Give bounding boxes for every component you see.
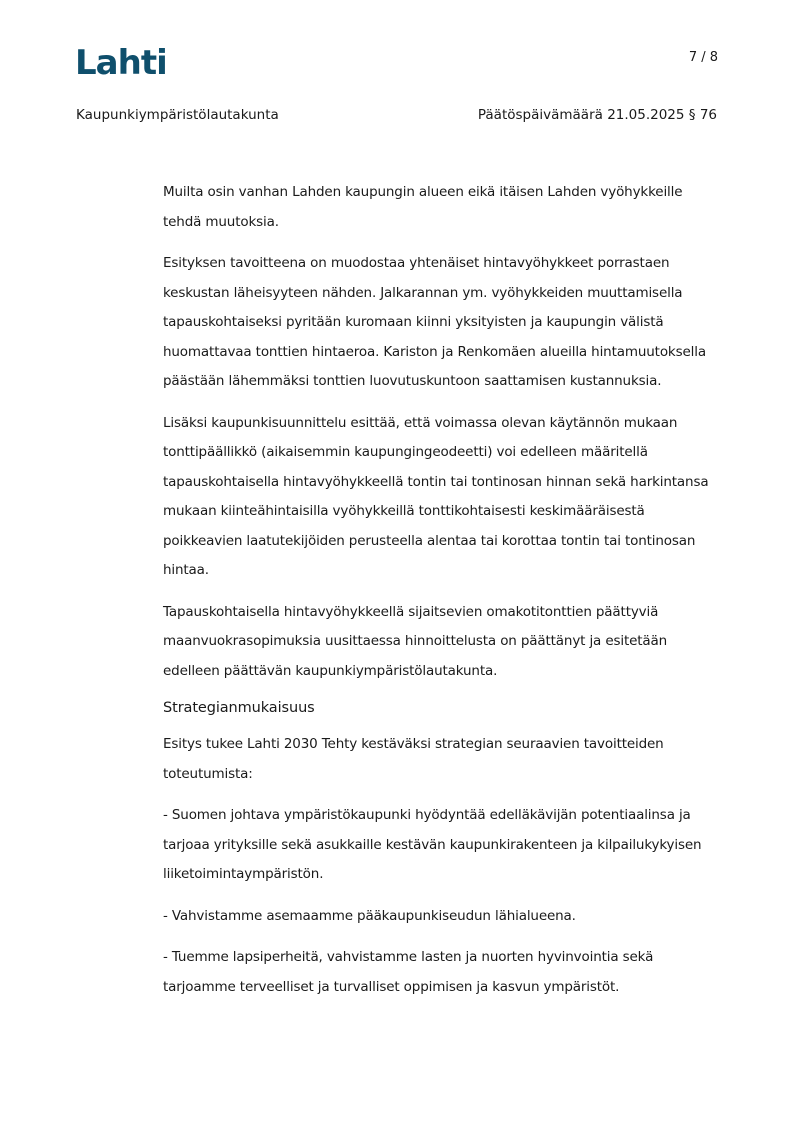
bullet-item-3: - Tuemme lapsiperheitä, vahvistamme lasten ja nuorten hyvinvointia sekä tarjoamme terveelliset ja turvalliset oppimisen ja kasvun ympäristöt. [163, 949, 654, 995]
page-number: 7 / 8 [688, 50, 718, 65]
bullet-item-2: - Vahvistamme asemaamme pääkaupunkiseudun lähialueena. [163, 907, 576, 924]
lahti-logo: Lahti [75, 43, 167, 83]
paragraph-1: Muilta osin vanhan Lahden kaupungin alueen eikä itäisen Lahden vyöhykkeille tehdä muutoksia. [163, 184, 683, 230]
paragraph-4: Tapauskohtaisella hintavyöhykkeellä sijaitsevien omakotitonttien päättyviä maanvuokrasopimuksia uusittaessa hinnoittelusta on päättänyt ja esitetään edelleen päättävän kaupunkiympäristölautakunta. [163, 603, 668, 679]
document-body [163, 178, 723, 1014]
bullet-item-1: - Suomen johtava ympäristökaupunki hyödyntää edelläkävijän potentiaalinsa ja tarjoaa yrityksille sekä asukkaille kestävän kaupunkirakenteen ja kilpailukykyisen liiketoimintaympäristön. [163, 807, 702, 882]
paragraph-3: Lisäksi kaupunkisuunnittelu esittää, että voimassa olevan käytännön mukaan tonttipäällikkö (aikaisemmin kaupungingeodeetti) voi edelleen määritellä tapauskohtaisella hintavyöhykkeellä tontin tai tontinosan hinnan sekä harkintansa mukaan kiinteähintaisilla vyöhykkeillä tonttikohtaisesti keskimääräisestä poikkeavien laatutekijöiden perusteella alentaa tai korottaa tontin tai tontinosan hintaa. [163, 414, 709, 578]
committee-name: Kaupunkiympäristölautakunta [76, 107, 279, 123]
decision-date: Päätöspäivämäärä 21.05.2025 § 76 [477, 107, 717, 123]
paragraph-5: Esitys tukee Lahti 2030 Tehty kestäväksi strategian seuraavien tavoitteiden toteutumista: [163, 736, 664, 782]
paragraph-2: Esityksen tavoitteena on muodostaa yhtenäiset hintavyöhykkeet porrastaen keskustan läheisyyteen nähden. Jalkarannan ym. vyöhykkeiden muuttamisella tapauskohtaiseksi pyritään kuromaan kiinni yksityisten ja kaupungin välistä huomattavaa tonttien hintaeroa. Kariston ja Renkomäen alueilla hintamuutoksella päästään lähemmäksi tonttien luovutuskuntoon saattamisen kustannuksia. [163, 255, 706, 389]
section-heading-strategy: Strategianmukaisuus [163, 700, 315, 716]
